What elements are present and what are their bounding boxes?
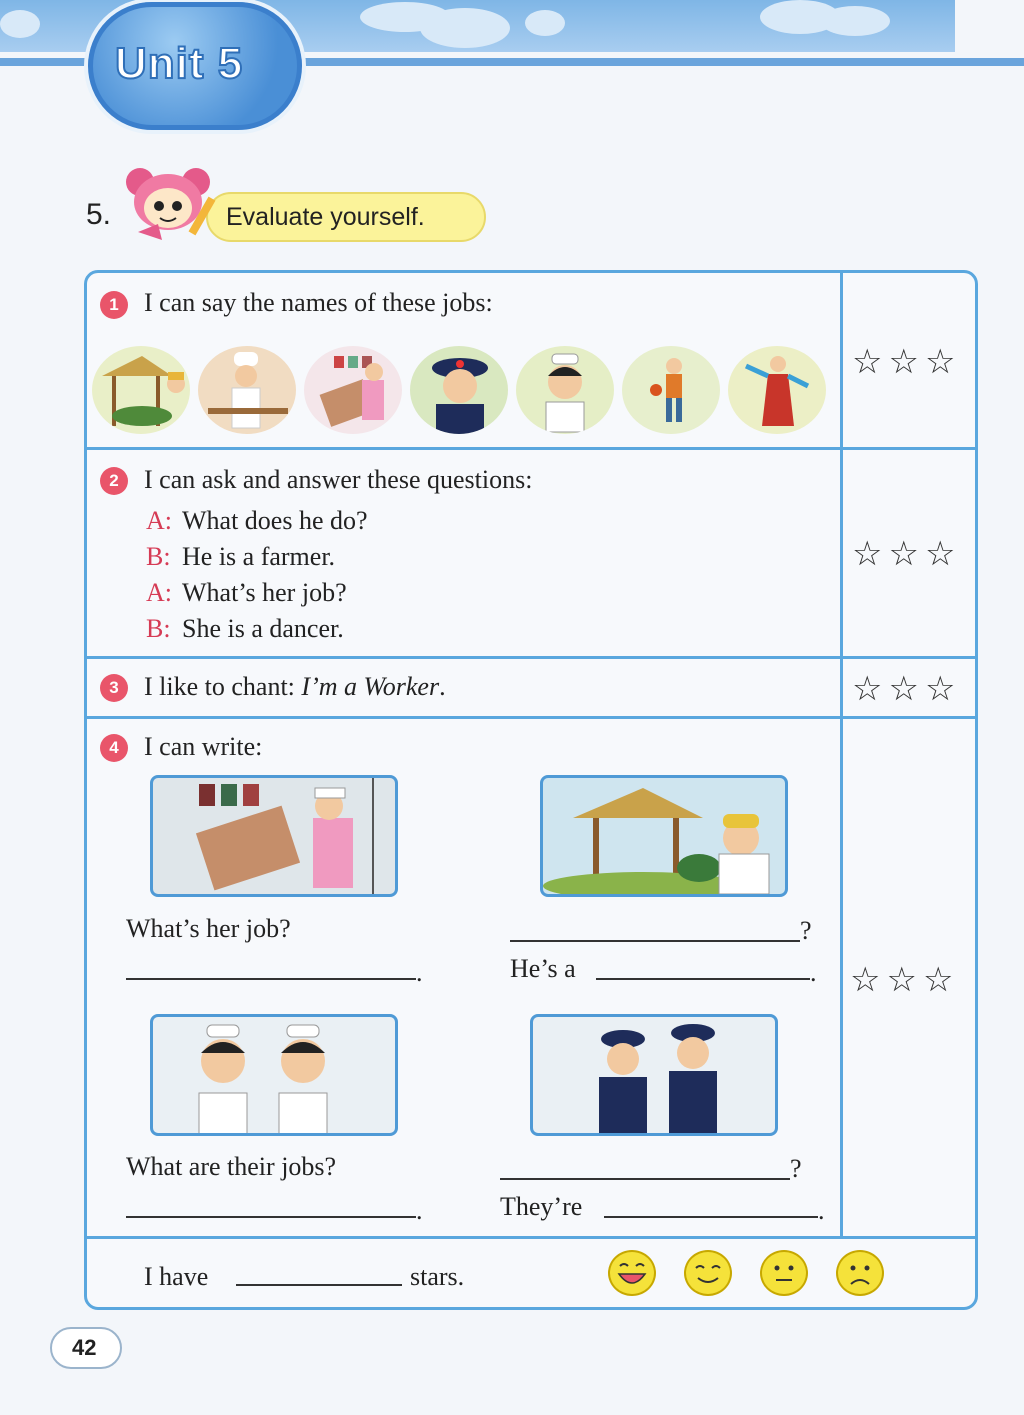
summary-suffix: stars.: [410, 1262, 465, 1291]
summary-prefix: I have: [144, 1262, 209, 1291]
job-picture-basketball-player: [622, 346, 720, 434]
row-divider: [84, 716, 978, 719]
job-picture-doctor: [516, 346, 614, 434]
unit-badge: [88, 2, 302, 130]
item-badge-4: 4: [100, 734, 128, 762]
job-picture-cook: [198, 346, 296, 434]
chant-prefix: I like to chant:: [144, 672, 302, 701]
item-badge-2: 2: [100, 467, 128, 495]
picture-farmer: [540, 775, 788, 897]
activity-title: Evaluate yourself.: [226, 203, 425, 231]
column-divider: [840, 270, 843, 1238]
dialogue-speaker: B:: [146, 614, 171, 643]
chant-suffix: .: [439, 672, 446, 701]
star-rating-2[interactable]: ☆☆☆: [852, 534, 962, 574]
answer-blank-2[interactable]: [596, 978, 810, 980]
dialogue-line: She is a dancer.: [182, 614, 344, 643]
picture-nurse: [150, 775, 398, 897]
answer-blank-1[interactable]: [126, 978, 416, 980]
sad-face-icon[interactable]: [836, 1250, 884, 1296]
item-badge-3: 3: [100, 674, 128, 702]
row-divider: [84, 447, 978, 450]
picture-police-officers: [530, 1014, 778, 1136]
dialogue-line: What does he do?: [182, 506, 368, 535]
activity-number: 5.: [86, 198, 112, 231]
answer-prefix-theyre: They’re: [500, 1192, 583, 1221]
star-rating-3[interactable]: ☆☆☆: [852, 669, 962, 709]
smiling-face-icon[interactable]: [684, 1250, 732, 1296]
mascot-icon: [118, 162, 224, 252]
question-blank-4[interactable]: [500, 1178, 790, 1180]
stars-total-blank[interactable]: [236, 1284, 402, 1286]
punctuation: .: [818, 1196, 825, 1225]
section-1-text: I can say the names of these jobs:: [144, 288, 493, 317]
question-their-jobs: What are their jobs?: [126, 1152, 337, 1181]
dialogue-speaker: B:: [146, 542, 171, 571]
row-divider: [84, 656, 978, 659]
section-2-text: I can ask and answer these questions:: [144, 465, 533, 494]
question-blank-2[interactable]: [510, 940, 800, 942]
item-badge-1: 1: [100, 291, 128, 319]
dialogue-speaker: A:: [146, 506, 172, 535]
laughing-face-icon[interactable]: [608, 1250, 656, 1296]
punctuation: ?: [790, 1154, 802, 1183]
job-picture-dancer: [728, 346, 826, 434]
row-divider: [84, 1236, 978, 1239]
dialogue-line: What’s her job?: [182, 578, 347, 607]
section-4-text: I can write:: [144, 732, 263, 761]
punctuation: .: [810, 958, 817, 987]
neutral-face-icon[interactable]: [760, 1250, 808, 1296]
answer-blank-4[interactable]: [604, 1216, 818, 1218]
star-rating-4[interactable]: ☆☆☆: [850, 960, 960, 1000]
dialogue-line: He is a farmer.: [182, 542, 336, 571]
job-picture-police-officer: [410, 346, 508, 434]
chant-title: I’m a Worker: [301, 672, 440, 701]
page-number: 42: [72, 1335, 97, 1360]
section-3-text: [144, 672, 446, 702]
punctuation: ?: [800, 916, 812, 945]
question-her-job: What’s her job?: [126, 914, 291, 943]
job-picture-nurse: [304, 346, 402, 434]
unit-label: Unit 5: [115, 39, 244, 88]
punctuation: .: [416, 1196, 423, 1225]
answer-prefix-hes-a: He’s a: [510, 954, 576, 983]
dialogue-speaker: A:: [146, 578, 172, 607]
picture-doctors: [150, 1014, 398, 1136]
punctuation: .: [416, 958, 423, 987]
job-picture-farmer: [92, 346, 190, 434]
star-rating-1[interactable]: ☆☆☆: [852, 342, 962, 382]
answer-blank-3[interactable]: [126, 1216, 416, 1218]
